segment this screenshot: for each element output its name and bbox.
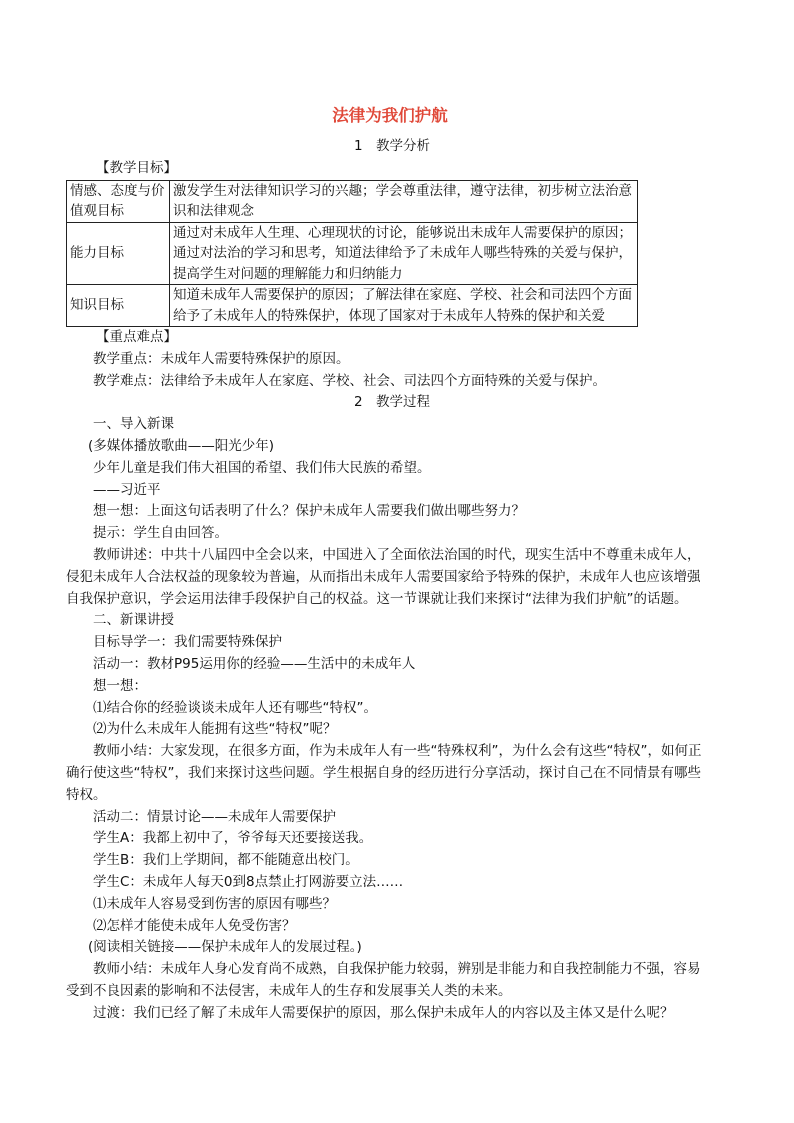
paragraph: 二、新课讲授 (93, 612, 174, 629)
paragraph: 一、导入新课 (93, 416, 174, 433)
difficulty-point: 教学难点：法律给予未成年人在家庭、学校、社会、司法四个方面特殊的关爱与保护。 (93, 372, 606, 389)
key-point: 教学重点：未成年人需要特殊保护的原因。 (93, 350, 350, 367)
paragraph: ⑴未成年人容易受到伤害的原因有哪些？ (93, 895, 336, 912)
section-heading-analysis: 1 教学分析 (353, 138, 431, 154)
paragraph: 学生C：未成年人每天0到8点禁止打网游要立法…… (93, 874, 404, 891)
goal-text: 通过对未成年人生理、心理现状的讨论，能够说出未成年人需要保护的原因；通过对法治的学习和思考，知道法律给予了未成年人哪些特殊的关爱与保护，提高学生对问题的理解能力和归纳能力 (170, 222, 638, 285)
table-row (67, 285, 638, 327)
paragraph: ——习近平 (93, 481, 161, 498)
paragraph: 目标导学一：我们需要特殊保护 (93, 634, 282, 651)
paragraph: ⑵为什么未成年人能拥有这些“特权”呢？ (93, 721, 337, 738)
goal-text: 知道未成年人需要保护的原因；了解法律在家庭、学校、社会和司法四个方面给予了未成年人的特殊保护，体现了国家对于未成年人特殊的保护和关爱 (170, 285, 638, 327)
paragraph: 学生A：我都上初中了，爷爷每天还要接送我。 (93, 830, 373, 847)
goals-table (66, 180, 638, 328)
paragraph: 少年儿童是我们伟大祖国的希望、我们伟大民族的希望。 (93, 459, 431, 476)
paragraph: 过渡：我们已经了解了未成年人需要保护的原因，那么保护未成年人的内容以及主体又是什么呢？ (93, 1004, 674, 1021)
paragraph: 教师小结：未成年人身心发育尚不成熟，自我保护能力较弱，辨别是非能力和自我控制能力不强，容易受到不良因素的影响和不法侵害，未成年人的生存和发展事关人类的未来。 (66, 961, 701, 999)
key-points-heading: 【重点难点】 (96, 329, 177, 346)
table-row (67, 222, 638, 285)
document-body (66, 104, 706, 1025)
paragraph: 想一想：上面这句话表明了什么？保护未成年人需要我们做出哪些努力？ (93, 503, 525, 520)
paragraph: 教师小结：大家发现，在很多方面，作为未成年人有一些“特殊权利”，为什么会有这些“特权”，如何正确行使这些“特权”，我们来探讨这些问题。学生根据自身的经历进行分享活动，探讨自己在不同情景有哪些特权。 (66, 743, 702, 803)
paragraph: (阅读相关链接——保护未成年人的发展过程。) (88, 939, 362, 956)
paragraph: 活动一：教材P95运用你的经验——生活中的未成年人 (93, 656, 416, 673)
document-title: 法律为我们护航 (332, 106, 448, 125)
paragraph: 提示：学生自由回答。 (93, 525, 228, 542)
paragraph: 想一想： (93, 677, 147, 694)
paragraph: 学生B：我们上学期间，都不能随意出校门。 (93, 852, 359, 869)
paragraph: ⑵怎样才能使未成年人免受伤害？ (93, 917, 296, 934)
goal-label: 能力目标 (67, 222, 170, 285)
table-row (67, 180, 638, 222)
paragraph: (多媒体播放歌曲——阳光少年) (88, 438, 275, 455)
goals-heading: 【教学目标】 (96, 159, 177, 176)
paragraph: 教师讲述：中共十八届四中全会以来，中国进入了全面依法治国的时代，现实生活中不尊重未成年人，侵犯未成年人合法权益的现象较为普遍，从而指出未成年人需要国家给予特殊的保护，未成年人也应该增强自我保护意识，学会运用法律手段保护自己的权益。这一节课就让我们来探讨“法律为我们护航”的话题。 (66, 547, 701, 607)
goal-text: 激发学生对法律知识学习的兴趣；学会尊重法律，遵守法律，初步树立法治意识和法律观念 (170, 180, 638, 222)
paragraph: 活动二：情景讨论——未成年人需要保护 (93, 808, 336, 825)
section-heading-process: 2 教学过程 (353, 394, 431, 411)
goal-label: 情感、态度与价值观目标 (67, 180, 170, 222)
goal-label: 知识目标 (67, 285, 170, 327)
paragraph: ⑴结合你的经验谈谈未成年人还有哪些“特权”。 (93, 699, 377, 716)
